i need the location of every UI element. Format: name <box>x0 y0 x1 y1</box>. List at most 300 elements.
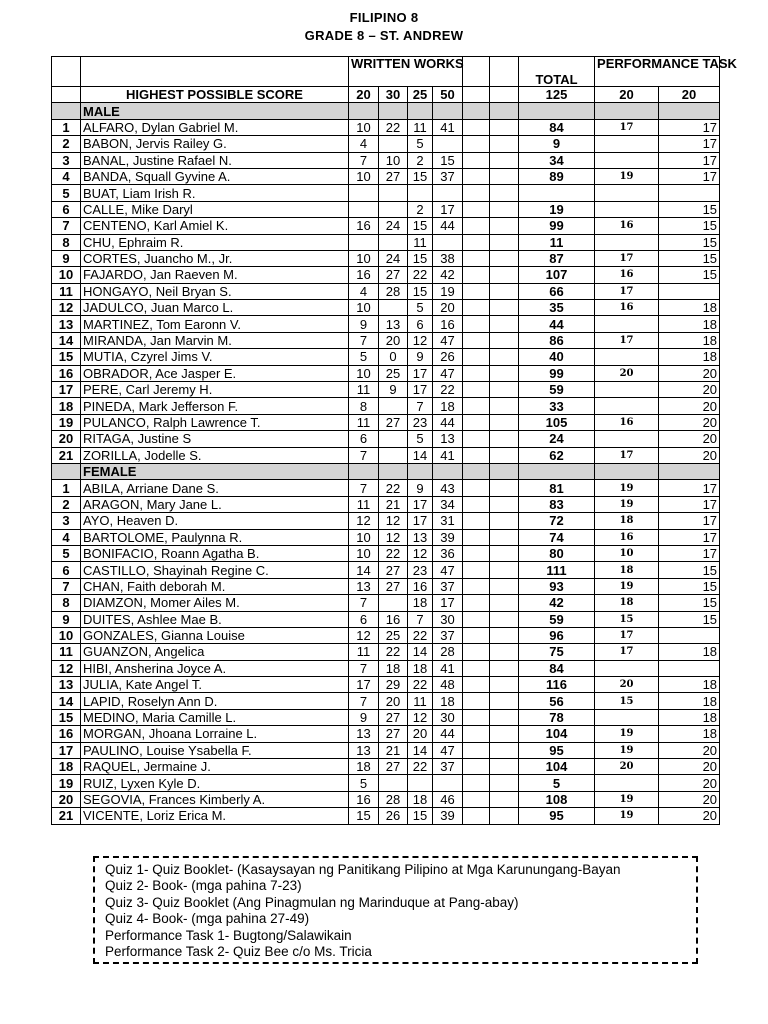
blank-cell <box>463 742 490 758</box>
blank-cell <box>490 398 519 414</box>
performance-task-1-score: 17 <box>595 250 659 266</box>
student-row <box>52 119 720 135</box>
written-work-score-4: 31 <box>433 513 463 529</box>
written-work-score-1: 10 <box>349 365 379 381</box>
written-work-score-4: 30 <box>433 709 463 725</box>
blank-cell <box>463 759 490 775</box>
blank-cell <box>490 791 519 807</box>
section-row <box>52 103 720 119</box>
blank-cell <box>463 447 490 463</box>
student-number: 1 <box>52 119 81 135</box>
section-cell-blank <box>349 463 379 479</box>
student-name: MEDINO, Maria Camille L. <box>81 709 349 725</box>
blank-cell <box>490 218 519 234</box>
performance-task-2-score: 17 <box>659 136 720 152</box>
blank-cell <box>463 168 490 184</box>
blank-cell <box>490 365 519 381</box>
student-name: HIBI, Ansherina Joyce A. <box>81 660 349 676</box>
blank-cell <box>463 332 490 348</box>
student-number: 20 <box>52 431 81 447</box>
student-name: CASTILLO, Shayinah Regine C. <box>81 562 349 578</box>
written-work-score-3: 12 <box>408 332 433 348</box>
written-work-score-2 <box>379 775 408 791</box>
blank-cell <box>490 201 519 217</box>
total-score: 56 <box>519 693 595 709</box>
written-work-score-1: 13 <box>349 578 379 594</box>
blank-cell <box>463 545 490 561</box>
performance-task-2-score: 15 <box>659 201 720 217</box>
blank-cell <box>490 332 519 348</box>
written-work-score-4: 39 <box>433 529 463 545</box>
written-work-score-2: 26 <box>379 808 408 824</box>
student-name: PERE, Carl Jeremy H. <box>81 382 349 398</box>
section-cell-blank <box>379 463 408 479</box>
performance-task-2-score: 18 <box>659 709 720 725</box>
blank-cell <box>490 447 519 463</box>
written-work-score-2: 20 <box>379 332 408 348</box>
written-work-score-4: 37 <box>433 578 463 594</box>
written-work-score-1: 11 <box>349 496 379 512</box>
written-work-score-4: 28 <box>433 644 463 660</box>
written-work-score-2 <box>379 431 408 447</box>
blank-cell <box>490 382 519 398</box>
student-number: 1 <box>52 480 81 496</box>
student-name: BANDA, Squall Gyvine A. <box>81 168 349 184</box>
performance-task-2-score: 18 <box>659 726 720 742</box>
student-number: 4 <box>52 168 81 184</box>
performance-task-2-score: 15 <box>659 218 720 234</box>
total-score: 107 <box>519 267 595 283</box>
section-cell-blank <box>379 103 408 119</box>
written-work-score-3: 9 <box>408 349 433 365</box>
written-work-score-4: 47 <box>433 742 463 758</box>
student-number: 21 <box>52 808 81 824</box>
performance-task-2-score: 15 <box>659 562 720 578</box>
written-work-score-4: 34 <box>433 496 463 512</box>
written-work-score-1 <box>349 185 379 201</box>
written-work-score-3 <box>408 185 433 201</box>
header-cell-blank <box>490 57 519 87</box>
performance-task-1-score: 19 <box>595 791 659 807</box>
section-label: FEMALE <box>81 463 349 479</box>
section-cell-blank <box>349 103 379 119</box>
blank-cell <box>490 496 519 512</box>
performance-task-2-score: 20 <box>659 382 720 398</box>
student-row <box>52 382 720 398</box>
student-number: 8 <box>52 234 81 250</box>
written-work-score-2: 25 <box>379 365 408 381</box>
student-number: 20 <box>52 791 81 807</box>
written-work-score-2: 21 <box>379 496 408 512</box>
performance-task-2-score: 18 <box>659 300 720 316</box>
student-row <box>52 578 720 594</box>
written-work-score-3: 7 <box>408 611 433 627</box>
student-row <box>52 759 720 775</box>
hps-label: HIGHEST POSSIBLE SCORE <box>81 87 349 103</box>
written-work-score-3: 9 <box>408 480 433 496</box>
total-score: 34 <box>519 152 595 168</box>
written-work-score-4: 15 <box>433 152 463 168</box>
written-work-score-2 <box>379 136 408 152</box>
performance-task-2-score: 17 <box>659 545 720 561</box>
student-number: 19 <box>52 775 81 791</box>
written-work-score-1: 16 <box>349 791 379 807</box>
performance-task-1-score: 19 <box>595 496 659 512</box>
written-work-score-3: 2 <box>408 152 433 168</box>
written-work-score-3: 7 <box>408 398 433 414</box>
blank-cell <box>463 595 490 611</box>
student-row <box>52 726 720 742</box>
blank-cell <box>490 562 519 578</box>
student-name: CHU, Ephraim R. <box>81 234 349 250</box>
written-work-score-1: 15 <box>349 808 379 824</box>
total-header: TOTAL <box>519 57 595 87</box>
header-cell-blank <box>81 57 349 87</box>
student-name: VICENTE, Loriz Erica M. <box>81 808 349 824</box>
written-work-score-3: 15 <box>408 218 433 234</box>
written-work-score-1: 13 <box>349 742 379 758</box>
student-row <box>52 627 720 643</box>
performance-task-1-score: 17 <box>595 119 659 135</box>
student-number: 17 <box>52 742 81 758</box>
student-number: 18 <box>52 398 81 414</box>
student-name: CORTES, Juancho M., Jr. <box>81 250 349 266</box>
student-name: PINEDA, Mark Jefferson F. <box>81 398 349 414</box>
written-work-score-2 <box>379 201 408 217</box>
written-work-score-2: 27 <box>379 168 408 184</box>
performance-task-2-score: 17 <box>659 496 720 512</box>
student-number: 15 <box>52 349 81 365</box>
written-work-score-3: 5 <box>408 431 433 447</box>
student-number: 2 <box>52 136 81 152</box>
total-score: 9 <box>519 136 595 152</box>
written-work-score-2: 22 <box>379 644 408 660</box>
written-work-score-3: 15 <box>408 168 433 184</box>
written-work-score-2 <box>379 447 408 463</box>
written-work-score-3: 14 <box>408 447 433 463</box>
section-cell-blank <box>463 463 490 479</box>
student-name: ABILA, Arriane Dane S. <box>81 480 349 496</box>
legend-item-quiz-1: Quiz 1- Quiz Booklet- (Kasaysayan ng Panitikang Pilipino at Mga Karunungang-Bayan <box>105 862 621 877</box>
performance-task-2-score: 15 <box>659 578 720 594</box>
written-work-score-2 <box>379 398 408 414</box>
written-work-score-2 <box>379 300 408 316</box>
blank-cell <box>463 726 490 742</box>
blank-cell <box>490 152 519 168</box>
total-score: 78 <box>519 709 595 725</box>
student-name: MUTIA, Czyrel Jims V. <box>81 349 349 365</box>
hps-row <box>52 87 720 103</box>
header-cell-blank <box>463 57 490 87</box>
student-row <box>52 332 720 348</box>
student-number: 21 <box>52 447 81 463</box>
performance-task-1-score <box>595 234 659 250</box>
blank-cell <box>463 808 490 824</box>
total-score: 87 <box>519 250 595 266</box>
blank-cell <box>490 414 519 430</box>
performance-task-1-score: 16 <box>595 267 659 283</box>
total-score: 104 <box>519 726 595 742</box>
written-work-score-4: 41 <box>433 119 463 135</box>
written-work-score-4: 36 <box>433 545 463 561</box>
written-work-score-4: 37 <box>433 627 463 643</box>
written-work-score-3: 2 <box>408 201 433 217</box>
blank-cell <box>490 808 519 824</box>
total-score: 35 <box>519 300 595 316</box>
performance-task-2-score: 15 <box>659 595 720 611</box>
document-subtitle: GRADE 8 – ST. ANDREW <box>304 28 464 43</box>
written-work-score-4 <box>433 234 463 250</box>
written-work-score-2: 29 <box>379 677 408 693</box>
performance-task-1-score: 18 <box>595 513 659 529</box>
blank-cell <box>463 775 490 791</box>
section-cell-blank <box>490 103 519 119</box>
written-work-score-1: 13 <box>349 726 379 742</box>
student-name: PULANCO, Ralph Lawrence T. <box>81 414 349 430</box>
total-score: 99 <box>519 365 595 381</box>
written-work-score-2: 27 <box>379 414 408 430</box>
written-work-score-1: 7 <box>349 480 379 496</box>
student-number: 3 <box>52 513 81 529</box>
blank-cell <box>490 775 519 791</box>
student-number: 16 <box>52 365 81 381</box>
performance-task-2-score: 17 <box>659 168 720 184</box>
student-number: 3 <box>52 152 81 168</box>
header-row <box>52 57 720 87</box>
performance-task-1-score <box>595 201 659 217</box>
written-work-score-2: 25 <box>379 627 408 643</box>
written-work-score-2: 24 <box>379 218 408 234</box>
student-row <box>52 300 720 316</box>
student-row <box>52 250 720 266</box>
written-work-score-2: 27 <box>379 578 408 594</box>
written-work-score-1: 16 <box>349 218 379 234</box>
student-row <box>52 709 720 725</box>
student-name: BARTOLOME, Paulynna R. <box>81 529 349 545</box>
total-score: 105 <box>519 414 595 430</box>
student-row <box>52 660 720 676</box>
student-number: 7 <box>52 578 81 594</box>
blank-cell <box>490 431 519 447</box>
written-work-score-3: 18 <box>408 595 433 611</box>
blank-cell <box>463 382 490 398</box>
written-work-score-4: 46 <box>433 791 463 807</box>
written-work-score-1 <box>349 234 379 250</box>
written-work-score-3: 14 <box>408 644 433 660</box>
written-work-score-3: 6 <box>408 316 433 332</box>
total-score: 111 <box>519 562 595 578</box>
section-cell-blank <box>519 463 595 479</box>
blank-cell <box>463 152 490 168</box>
performance-task-2-score: 20 <box>659 808 720 824</box>
student-number: 5 <box>52 185 81 201</box>
hps-ww-1: 20 <box>349 87 379 103</box>
student-row <box>52 644 720 660</box>
written-work-score-2 <box>379 234 408 250</box>
blank-cell <box>490 349 519 365</box>
student-name: AYO, Heaven D. <box>81 513 349 529</box>
written-work-score-2: 21 <box>379 742 408 758</box>
student-row <box>52 562 720 578</box>
performance-task-1-score: 16 <box>595 300 659 316</box>
written-work-score-4: 20 <box>433 300 463 316</box>
blank-cell <box>490 611 519 627</box>
performance-task-2-score: 18 <box>659 349 720 365</box>
performance-task-2-score: 15 <box>659 267 720 283</box>
blank-cell <box>490 168 519 184</box>
written-work-score-4: 13 <box>433 431 463 447</box>
blank-cell <box>490 693 519 709</box>
blank-cell <box>490 185 519 201</box>
written-work-score-1: 18 <box>349 759 379 775</box>
performance-task-1-score: 20 <box>595 759 659 775</box>
performance-task-1-score <box>595 431 659 447</box>
performance-task-2-score: 20 <box>659 742 720 758</box>
student-row <box>52 480 720 496</box>
hps-pt-1: 20 <box>595 87 659 103</box>
total-score: 96 <box>519 627 595 643</box>
student-name: GUANZON, Angelica <box>81 644 349 660</box>
student-row <box>52 201 720 217</box>
written-work-score-3: 22 <box>408 267 433 283</box>
performance-task-1-score <box>595 398 659 414</box>
performance-task-1-score: 18 <box>595 562 659 578</box>
written-work-score-1: 6 <box>349 431 379 447</box>
written-work-score-1: 17 <box>349 677 379 693</box>
written-work-score-1 <box>349 201 379 217</box>
written-work-score-1: 7 <box>349 660 379 676</box>
written-work-score-3: 15 <box>408 250 433 266</box>
written-work-score-3: 22 <box>408 627 433 643</box>
written-work-score-3: 11 <box>408 119 433 135</box>
performance-task-1-score <box>595 775 659 791</box>
student-number: 12 <box>52 300 81 316</box>
blank-cell <box>463 316 490 332</box>
written-work-score-4: 47 <box>433 332 463 348</box>
student-name: FAJARDO, Jan Raeven M. <box>81 267 349 283</box>
performance-task-1-score: 19 <box>595 726 659 742</box>
performance-task-1-score: 19 <box>595 808 659 824</box>
performance-task-2-score: 20 <box>659 431 720 447</box>
performance-task-1-score: 19 <box>595 742 659 758</box>
total-score: 93 <box>519 578 595 594</box>
performance-task-1-score: 16 <box>595 218 659 234</box>
written-work-score-1: 5 <box>349 775 379 791</box>
written-work-score-3: 12 <box>408 545 433 561</box>
performance-task-header: PERFORMANCE TASK <box>595 57 720 87</box>
written-work-score-3: 20 <box>408 726 433 742</box>
student-number: 13 <box>52 677 81 693</box>
student-number: 18 <box>52 759 81 775</box>
performance-task-2-score <box>659 185 720 201</box>
written-work-score-1: 10 <box>349 529 379 545</box>
written-work-score-3: 18 <box>408 660 433 676</box>
blank-cell <box>490 677 519 693</box>
written-work-score-3: 13 <box>408 529 433 545</box>
blank-cell <box>463 250 490 266</box>
blank-cell <box>490 545 519 561</box>
blank-cell <box>463 791 490 807</box>
written-work-score-3: 15 <box>408 283 433 299</box>
total-score: 84 <box>519 119 595 135</box>
written-work-score-4: 47 <box>433 562 463 578</box>
written-work-score-1: 10 <box>349 545 379 561</box>
blank-cell <box>490 595 519 611</box>
student-number: 13 <box>52 316 81 332</box>
performance-task-1-score <box>595 185 659 201</box>
blank-cell <box>490 250 519 266</box>
section-cell-blank <box>595 103 659 119</box>
student-row <box>52 447 720 463</box>
total-score: 80 <box>519 545 595 561</box>
student-number: 12 <box>52 660 81 676</box>
student-number: 9 <box>52 250 81 266</box>
performance-task-2-score: 17 <box>659 119 720 135</box>
student-name: RUIZ, Lyxen Kyle D. <box>81 775 349 791</box>
performance-task-2-score <box>659 627 720 643</box>
student-name: PAULINO, Louise Ysabella F. <box>81 742 349 758</box>
grade-table <box>51 56 737 825</box>
written-work-score-1: 9 <box>349 316 379 332</box>
section-row <box>52 463 720 479</box>
written-work-score-2: 27 <box>379 759 408 775</box>
student-name: HONGAYO, Neil Bryan S. <box>81 283 349 299</box>
performance-task-1-score <box>595 382 659 398</box>
written-work-score-1: 6 <box>349 611 379 627</box>
hps-ww-3: 25 <box>408 87 433 103</box>
performance-task-1-score: 15 <box>595 693 659 709</box>
written-work-score-4: 26 <box>433 349 463 365</box>
written-work-score-2: 12 <box>379 513 408 529</box>
blank-cell <box>490 267 519 283</box>
student-name: BABON, Jervis Railey G. <box>81 136 349 152</box>
performance-task-1-score: 17 <box>595 644 659 660</box>
written-work-score-1: 11 <box>349 382 379 398</box>
performance-task-1-score: 15 <box>595 611 659 627</box>
student-name: RITAGA, Justine S <box>81 431 349 447</box>
blank-cell <box>490 759 519 775</box>
student-name: CHAN, Faith deborah M. <box>81 578 349 594</box>
student-name: MIRANDA, Jan Marvin M. <box>81 332 349 348</box>
student-row <box>52 283 720 299</box>
student-name: BONIFACIO, Roann Agatha B. <box>81 545 349 561</box>
written-work-score-2 <box>379 595 408 611</box>
blank-cell <box>463 660 490 676</box>
total-score: 66 <box>519 283 595 299</box>
blank-cell <box>463 218 490 234</box>
blank-cell <box>490 529 519 545</box>
blank-cell <box>463 644 490 660</box>
blank-cell <box>463 300 490 316</box>
student-number: 11 <box>52 644 81 660</box>
performance-task-1-score <box>595 136 659 152</box>
blank-cell <box>463 431 490 447</box>
written-work-score-4: 44 <box>433 218 463 234</box>
blank-cell <box>490 726 519 742</box>
performance-task-2-score: 18 <box>659 677 720 693</box>
written-work-score-3: 12 <box>408 709 433 725</box>
section-cell-blank <box>433 463 463 479</box>
performance-task-2-score: 18 <box>659 693 720 709</box>
student-number: 6 <box>52 201 81 217</box>
written-work-score-3: 15 <box>408 808 433 824</box>
written-work-score-3: 23 <box>408 414 433 430</box>
performance-task-1-score: 17 <box>595 332 659 348</box>
total-score: 33 <box>519 398 595 414</box>
performance-task-1-score: 17 <box>595 283 659 299</box>
student-name: ALFARO, Dylan Gabriel M. <box>81 119 349 135</box>
blank-cell <box>490 660 519 676</box>
